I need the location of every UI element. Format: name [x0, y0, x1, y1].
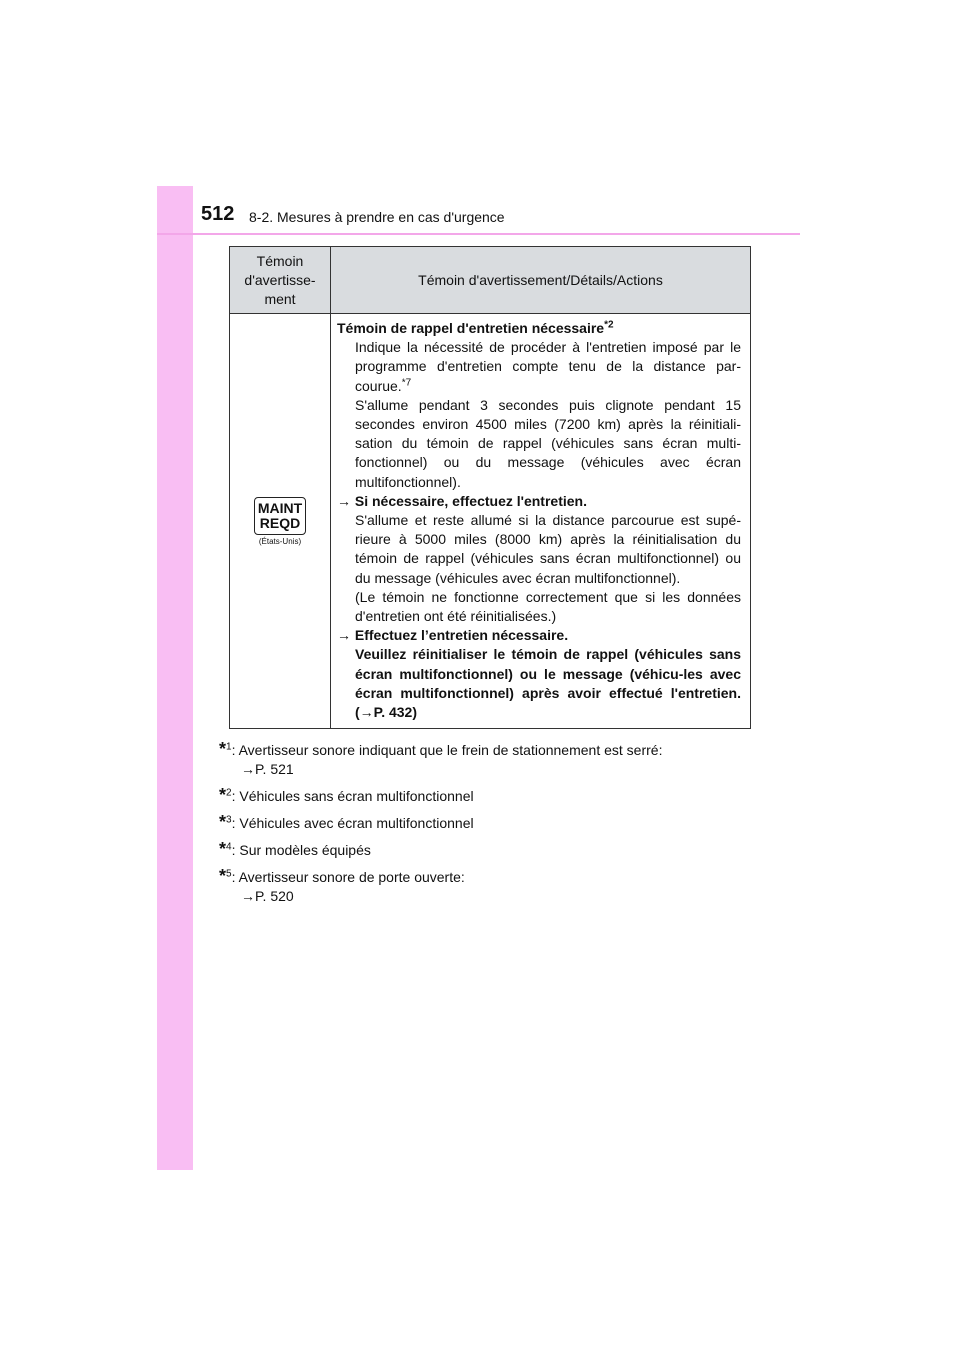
action-2: → Effectuez l’entretien nécessaire. — [337, 627, 569, 644]
entry-title: Témoin de rappel d'entretien nécessaire$^{*2}$ — [337, 319, 614, 336]
icon-cell — [230, 314, 331, 729]
footnote-reference: →P. 520 — [241, 888, 294, 904]
page-reference: (→P. 432) — [355, 704, 417, 721]
description-4: (Le témoin ne fonctionne correctement que si les données d'entretien ont été réinitialisées.) — [355, 588, 741, 625]
action-2-detail: Veuillez réinitialiser le témoin de rappel (véhicules sans écran multifonctionnel) ou le message (véhicu-les avec écran multifonctionnel) après avoir effectué l'entretien. (→P. 432) — [355, 646, 741, 721]
footnote-3: *$^3$: Véhicules avec écran multifonctionnel — [219, 812, 474, 832]
side-color-band — [157, 186, 193, 1170]
table-row — [230, 314, 751, 729]
footnote-5: *$^5$: Avertisseur sonore de porte ouverte: →P. 520 — [219, 867, 739, 906]
section-title: 8-2. Mesures à prendre en cas d'urgence — [249, 209, 505, 225]
warning-light-table — [229, 246, 751, 729]
icon-caption: (États-Unis) — [258, 536, 302, 546]
table-header-row — [230, 247, 751, 314]
description-3: S'allume et reste allumé si la distance parcourue est supé-rieure à 5000 miles (8000 km) après la réinitialisation du témoin de rappel (véhicules sans écran multifonctionnel) ou du message (véhicules avec écran multifonctionnel). — [355, 512, 741, 586]
footnote-1: *$^1$: Avertisseur sonore indiquant que le frein de stationnement est serré: →P. 521 — [219, 740, 739, 779]
footnote-2: *$^2$: Véhicules sans écran multifonctionnel — [219, 785, 474, 805]
maint-reqd-icon: MAINT REQD — [254, 497, 306, 535]
description-2: S'allume pendant 3 secondes puis clignote pendant 15 secondes environ 4500 miles (7200 km) après la réinitiali-sation du témoin de rappel (véhicules sans écran multi-fonctionnel) ou du message (véhicules avec écran multifonctionnel). — [355, 396, 741, 490]
description-cell — [331, 314, 751, 729]
footnotes — [219, 740, 739, 913]
footnote-reference: →P. 521 — [241, 761, 294, 777]
action-1: → Si nécessaire, effectuez l'entretien. — [337, 492, 587, 509]
footnote-4: *$^4$: Sur modèles équipés — [219, 839, 371, 859]
column-header-details: Témoin d'avertissement/Détails/Actions — [331, 247, 751, 314]
header-rule — [157, 233, 800, 235]
column-header-light: Témoin d'avertisse- ment — [230, 247, 331, 314]
page-number: 512 — [201, 203, 235, 225]
description-1: Indique la nécessité de procéder à l'entretien imposé par le programme d'entretien compte tenu de la distance par-courue.$^{*7}$ — [355, 339, 741, 394]
